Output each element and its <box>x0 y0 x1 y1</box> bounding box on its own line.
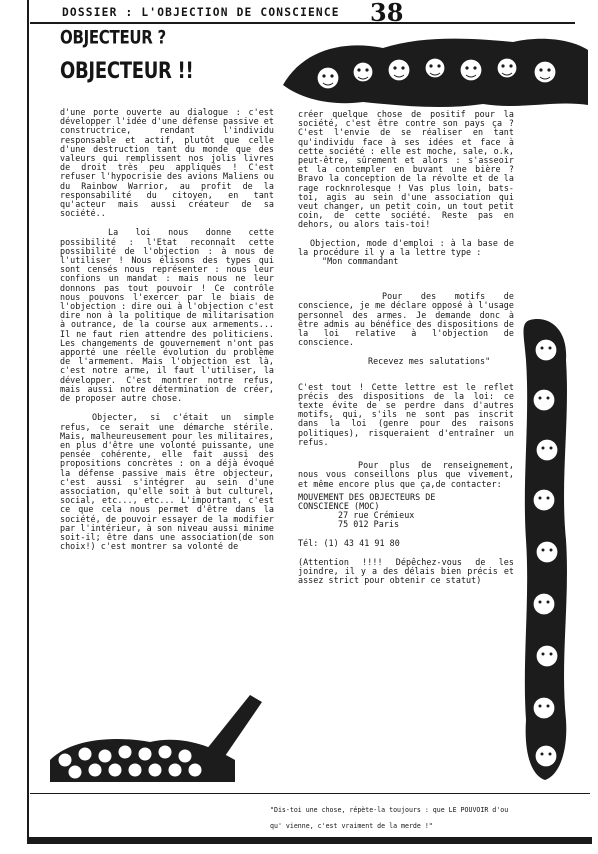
info-paragraph: Pour plus de renseignement, nous vous conseillons plus que vivement, et même encore plus que ça,de contacter: <box>298 460 514 489</box>
left-paragraph-2: La loi nous donne cette possibilité : l'Etat reconnaît cette possibilité de l'objection : à nous de l'utiliser ! Nous élisons des types qui sont censés nous représenter : nous leur confions un mandat : mais nous ne leur donnons pas tout pouvoir ! Ce contrôle nous pouvons l'exercer par le biais de l'objection : dire oui à l'objection c'est dire non à la politique de militarisation à outrance, de la course aux armements... Il ne faut rien attendre des politiciens. Les changements de gouvernement n'ont pas apporté une réelle évolution du problème de l'armement. Mais l'objection est là, c'est notre arme, il faut l'utiliser, la développer. C'est montrer notre refus, mais aussi notre détermination de créer, de proposer autre chose. <box>60 227 274 404</box>
headline-question: OBJECTEUR ? <box>60 26 166 49</box>
quote-line-2: qu' vienne, c'est vraiment de la merde !" <box>270 822 433 830</box>
left-article-column <box>60 108 274 551</box>
headline-exclamation: OBJECTEUR !! <box>60 58 194 85</box>
left-paragraph-3: Objecter, si c'était un simple refus, ce serait une démarche stérile. Mais, malheureusement pour les militaires, en plus d'être une volonté puissante, une pensée cohérente, elle fait aussi des propositions concrètes : on a déjà évoqué la défense passive mais être objecteur, c'est aussi s'intégrer au sein d'une association, qu'elle soit à but culturel, social, etc..., etc... L'important, c'est ce que cela nous permet d'être dans la société, de pouvoir essayer de la modifier par l'intérieur, à son niveau aussi minime soit-il; être dans une association(de son choix!) c'est montrer sa volonté de <box>60 412 274 552</box>
org-city: 75 012 Paris <box>338 519 400 530</box>
footer-rule <box>30 793 590 794</box>
letter-salutation: "Mon commandant <box>322 256 399 267</box>
left-paragraph-1: d'une porte ouverte au dialogue : c'est développer l'idée d'une défense passive et constructrice, rendant l'individu responsable et actif, plutôt que celle d'une destruction tant du monde que des valeurs qui remplissent nos jolis livres de droit très peu appliqués ! C'est refuser l'hypocrisie des avions Maliens ou du Rainbow Warrior, au profit de la responsabilité du citoyen, en tant qu'acteur mais aussi créateur de sa société.. <box>60 107 274 219</box>
attention-note: (Attention !!!! Dépêchez-vous de les joindre, il y a des délais bien précis et assez strict pour obtenir ce statut) <box>298 556 514 586</box>
crowd-rocket-illustration-bottom <box>50 690 265 785</box>
procedure-intro: Objection, mode d'emploi : à la base de la procédure il y a la lettre type : <box>298 237 514 257</box>
bottom-bar <box>27 837 592 844</box>
phone-number: Tél: (1) 43 41 91 80 <box>298 537 400 548</box>
footer-quote <box>270 798 570 854</box>
page-number: 38 <box>370 0 404 27</box>
contact-address <box>298 493 514 530</box>
org-street: 27 rue Crémieux <box>338 510 415 521</box>
header-rule <box>30 22 575 24</box>
right-article-column <box>298 110 514 585</box>
org-name-line-1: MOUVEMENT DES OBJECTEURS DE <box>298 491 436 502</box>
letter-body: Pour des motifs de conscience, je me déclare opposé à l'usage personnel des armes. Je demande donc à être admis au bénéfice des dispositions de la loi relative à l'objection de conscience. <box>298 291 514 348</box>
after-letter-paragraph: C'est tout ! Cette lettre est le reflet précis des dispositions de la loi: ce texte évite de se perdre dans d'autres motifs, qui, s'ils ne sont pas inscrit dans la loi (genre pour des raisons politiques), risqueraient d'entraîner un refus. <box>298 381 514 447</box>
quote-line-1: "Dis-toi une chose, répète-la toujours : que LE POUVOIR d'ou <box>270 806 509 814</box>
crowd-illustration-right <box>520 320 570 780</box>
right-paragraph-upper: créer quelque chose de positif pour la société, c'est être contre son pays ça ? C'est l'envie de se réaliser en tant qu'individu face à ses idées et face à cette société : elle est moche, sale, o.k, peut-être, sûrement et alors : s'asseoir et la contempler en buvant une bière ? Bravo la conception de la révolte et de la rage rocknrolesque ! Vas plus loin, bats-toi, agis au sein d'une association qui veut changer, un petit coin, un tout petit coin, de cette société. Reste pas en dehors, ou alors tais-toi! <box>298 109 514 230</box>
org-name-line-2: CONSCIENCE (MOC) <box>298 500 380 511</box>
section-header: DOSSIER : L'OBJECTION DE CONSCIENCE <box>62 6 340 19</box>
letter-closing: Recevez mes salutations" <box>368 356 491 367</box>
crowd-illustration-top <box>283 30 588 110</box>
